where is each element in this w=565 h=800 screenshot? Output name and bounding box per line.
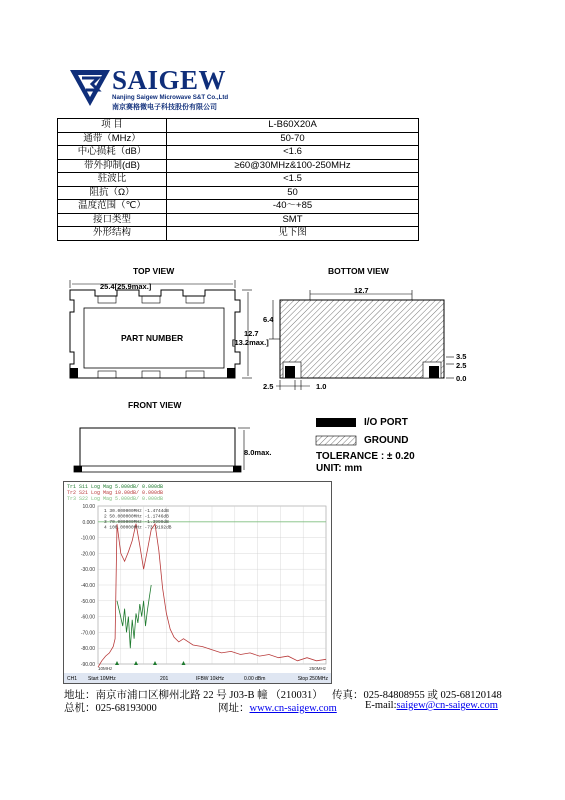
analyzer-trace-header: Tr1 S11 Log Mag 5.000dB/ 0.000dB (67, 484, 164, 490)
bottom-dim-25: 2.5 (456, 361, 467, 370)
analyzer-marker-readout: 3 70.000000MHz -1.3999dB (104, 520, 169, 525)
dim-width: 12.7 (244, 329, 259, 338)
analyzer-marker-readout: 1 30.000000MHz -1.4744dB (104, 509, 169, 514)
spec-label: 带外抑制(dB) (58, 159, 167, 173)
analyzer-y-tick: -60.00 (80, 614, 95, 621)
bottom-view-title: BOTTOM VIEW (328, 266, 389, 276)
front-view-title: FRONT VIEW (128, 400, 182, 410)
fax-value: 025-84808955 或 025-68120148 (363, 690, 502, 701)
analyzer-y-tick: -10.00 (80, 535, 95, 542)
email-label: E-mail: (365, 700, 397, 711)
bottom-dim-top: 12.7 (354, 286, 369, 295)
ground-legend-swatch (316, 436, 356, 445)
spec-label: 温度范围（℃） (58, 200, 167, 214)
spec-value: L-B60X20A (167, 119, 419, 133)
analyzer-marker-readout: 2 50.000000MHz -1.1746dB (104, 514, 169, 520)
spec-label: 通带（MHz） (58, 132, 167, 146)
analyzer-marker-readout: 4 100.00000MHz -73.9192dB (104, 525, 172, 531)
address-value: 南京市浦口区柳州北路 22 号 J03-B 幢 （210031） (95, 690, 323, 701)
phone-label: 总机： (64, 703, 96, 714)
tolerance-note: TOLERANCE : ± 0.20 (316, 451, 415, 462)
analyzer-chart (64, 482, 331, 683)
top-view-title: TOP VIEW (133, 266, 175, 276)
dim-width-max: [13.2max.] (232, 338, 269, 347)
analyzer-start-label: Start 10MHz (88, 676, 116, 682)
analyzer-trace-header: Tr3 S22 Log Mag 5.000dB/ 0.000dB (67, 496, 164, 502)
spec-label: 接口类型 (58, 213, 167, 227)
analyzer-power-label: 0.00 dBm (244, 676, 266, 682)
web-line (218, 700, 337, 715)
email-link[interactable]: saigew@cn-saigew.com (396, 700, 498, 711)
spec-label: 项 目 (58, 119, 167, 133)
spec-label: 中心损耗（dB） (58, 146, 167, 160)
spec-value: ≥60@30MHz&100-250MHz (167, 159, 419, 173)
analyzer-ifbw-label: IFBW 10kHz (196, 676, 225, 682)
spec-value: -40～+85 (167, 200, 419, 214)
analyzer-channel-label: CH1 (67, 676, 78, 682)
phone-line (64, 700, 157, 715)
web-label: 网址： (218, 703, 250, 714)
analyzer-y-tick: -40.00 (80, 583, 95, 589)
bottom-dim-side: 6.4 (263, 315, 274, 324)
part-number-label: PART NUMBER (121, 333, 184, 343)
analyzer-stop-label: Stop 250MHz (297, 676, 328, 682)
company-chinese-name: 南京赛格微电子科技股份有限公司 (112, 104, 217, 111)
website-link[interactable]: www.cn-saigew.com (249, 703, 337, 714)
network-analyzer-plot (63, 481, 332, 684)
analyzer-y-tick: 10.00 (82, 504, 95, 510)
legend-io-port: I/O PORT (364, 417, 408, 428)
bottom-dim-35: 3.5 (456, 352, 467, 361)
analyzer-trace-header: Tr2 S21 Log Mag 10.00dB/ 0.000dB (67, 490, 164, 496)
front-height-dim: 8.0max. (244, 448, 272, 457)
bottom-dim-left: 2.5 (263, 382, 274, 391)
front-view-drawing (74, 428, 250, 472)
analyzer-y-tick: -90.00 (80, 662, 95, 668)
spec-value: 50 (167, 186, 419, 200)
bottom-view-drawing (269, 290, 454, 390)
spec-value: <1.6 (167, 146, 419, 160)
top-view-drawing (70, 280, 252, 378)
spec-value: SMT (167, 213, 419, 227)
analyzer-y-tick: -30.00 (80, 567, 95, 574)
company-english-name: Nanjing Saigew Microwave S&T Co.,Ltd (112, 94, 229, 101)
fax-label: 传真： (332, 690, 364, 701)
company-name: SAIGEW (112, 65, 227, 95)
analyzer-y-tick: -50.00 (80, 598, 95, 605)
address-label: 地址： (64, 690, 96, 701)
bottom-dim-00: 0.0 (456, 374, 467, 383)
spec-value: 50-70 (167, 132, 419, 146)
spec-value: 见下图 (167, 227, 419, 241)
analyzer-x-right: 250MHz (309, 666, 326, 671)
legend-ground: GROUND (364, 435, 409, 446)
analyzer-x-left: 10MHz (98, 666, 113, 671)
spec-label: 驻波比 (58, 173, 167, 187)
analyzer-y-tick: -80.00 (80, 646, 95, 653)
bottom-dim-mid: 1.0 (316, 382, 327, 391)
analyzer-points-label: 201 (160, 676, 169, 682)
analyzer-y-tick: -20.00 (80, 551, 95, 558)
dim-length: 25.4[25.9max.] (100, 282, 152, 291)
phone-value: 025-68193000 (95, 703, 157, 714)
analyzer-y-tick: -70.00 (80, 630, 95, 637)
spec-label: 外形结构 (58, 227, 167, 241)
io-port-legend-swatch (316, 418, 356, 427)
spec-label: 阻抗（Ω） (58, 186, 167, 200)
unit-note: UNIT: mm (316, 463, 363, 474)
analyzer-y-tick: 0.000 (82, 519, 95, 526)
email-line (365, 700, 498, 711)
spec-value: <1.5 (167, 173, 419, 187)
